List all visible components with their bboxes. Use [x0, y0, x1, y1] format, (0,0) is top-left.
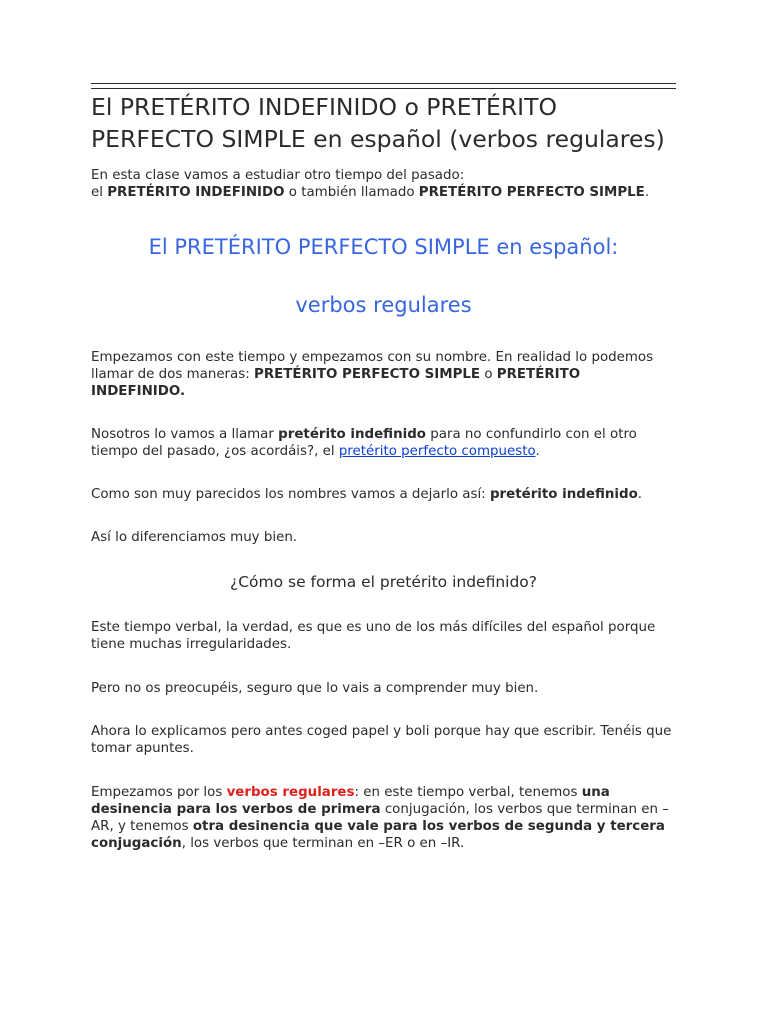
intro-end: .	[644, 185, 650, 200]
paragraph-2	[91, 426, 676, 460]
subheading-como-se-forma: ¿Cómo se forma el pretérito indefinido?	[229, 573, 538, 591]
paragraph-1	[91, 349, 676, 400]
intro-line1: En esta clase vamos a estudiar otro tiempo del pasado:	[91, 168, 465, 183]
p2-text-2: para no confundirlo con el otro tiempo del pasado, ¿os acordáis?, el	[91, 427, 637, 459]
p2-text-1: Nosotros lo vamos a llamar	[91, 427, 279, 442]
paragraph-3	[91, 486, 676, 503]
paragraph-7: Ahora lo explicamos pero antes coged papel y boli porque hay que escribir. Tenéis que tomar apuntes.	[91, 724, 672, 756]
intro-mid: o también llamado	[284, 185, 419, 200]
p3-text-2: .	[637, 487, 643, 502]
page-title: El PRETÉRITO INDEFINIDO o PRETÉRITO PERFECTO SIMPLE en español (verbos regulares)	[91, 93, 665, 153]
p1-bold-2: PRETÉRITO INDEFINIDO.	[91, 367, 581, 399]
intro-bold-2: PRETÉRITO PERFECTO SIMPLE	[418, 185, 645, 200]
p8-red-highlight: verbos regulares	[226, 785, 355, 800]
article	[91, 83, 676, 852]
p8-text-3: conjugación, los verbos que terminan en –AR, y tenemos	[91, 802, 669, 834]
intro-paragraph	[91, 167, 676, 201]
p2-bold-1: pretérito indefinido	[278, 427, 426, 442]
section-heading-2: verbos regulares	[295, 293, 472, 317]
intro-bold-1: PRETÉRITO INDEFINIDO	[107, 185, 285, 200]
p1-text-1: Empezamos con este tiempo y empezamos con su nombre. En realidad lo podemos llamar de dos maneras:	[91, 350, 654, 382]
intro-el: el	[91, 185, 108, 200]
p8-text-4: , los verbos que terminan en –ER o en –IR.	[181, 836, 465, 851]
paragraph-4: Así lo diferenciamos muy bien.	[91, 530, 298, 545]
p3-bold-1: pretérito indefinido	[489, 487, 638, 502]
p8-bold-2: otra desinencia que vale para los verbos de segunda y tercera conjugación	[91, 819, 665, 851]
p8-bold-1: una desinencia para los verbos de primera	[91, 785, 610, 817]
p1-text-2: o	[480, 367, 497, 382]
p8-text-2: : en este tiempo verbal, tenemos	[354, 785, 582, 800]
top-double-rule	[91, 83, 676, 89]
p8-text-1: Empezamos por los	[91, 785, 227, 800]
section-heading-1: El PRETÉRITO PERFECTO SIMPLE en español:	[148, 235, 619, 259]
preterito-perfecto-compuesto-link[interactable]: pretérito perfecto compuesto	[338, 444, 536, 459]
p3-text-1: Como son muy parecidos los nombres vamos a dejarlo así:	[91, 487, 490, 502]
paragraph-8	[91, 784, 676, 852]
paragraph-6: Pero no os preocupéis, seguro que lo vais a comprender muy bien.	[91, 681, 539, 696]
paragraph-5: Este tiempo verbal, la verdad, es que es uno de los más difíciles del español porque tiene muchas irregularidades.	[91, 620, 656, 652]
p2-text-3: .	[535, 444, 540, 459]
p1-bold-1: PRETÉRITO PERFECTO SIMPLE	[254, 367, 481, 382]
